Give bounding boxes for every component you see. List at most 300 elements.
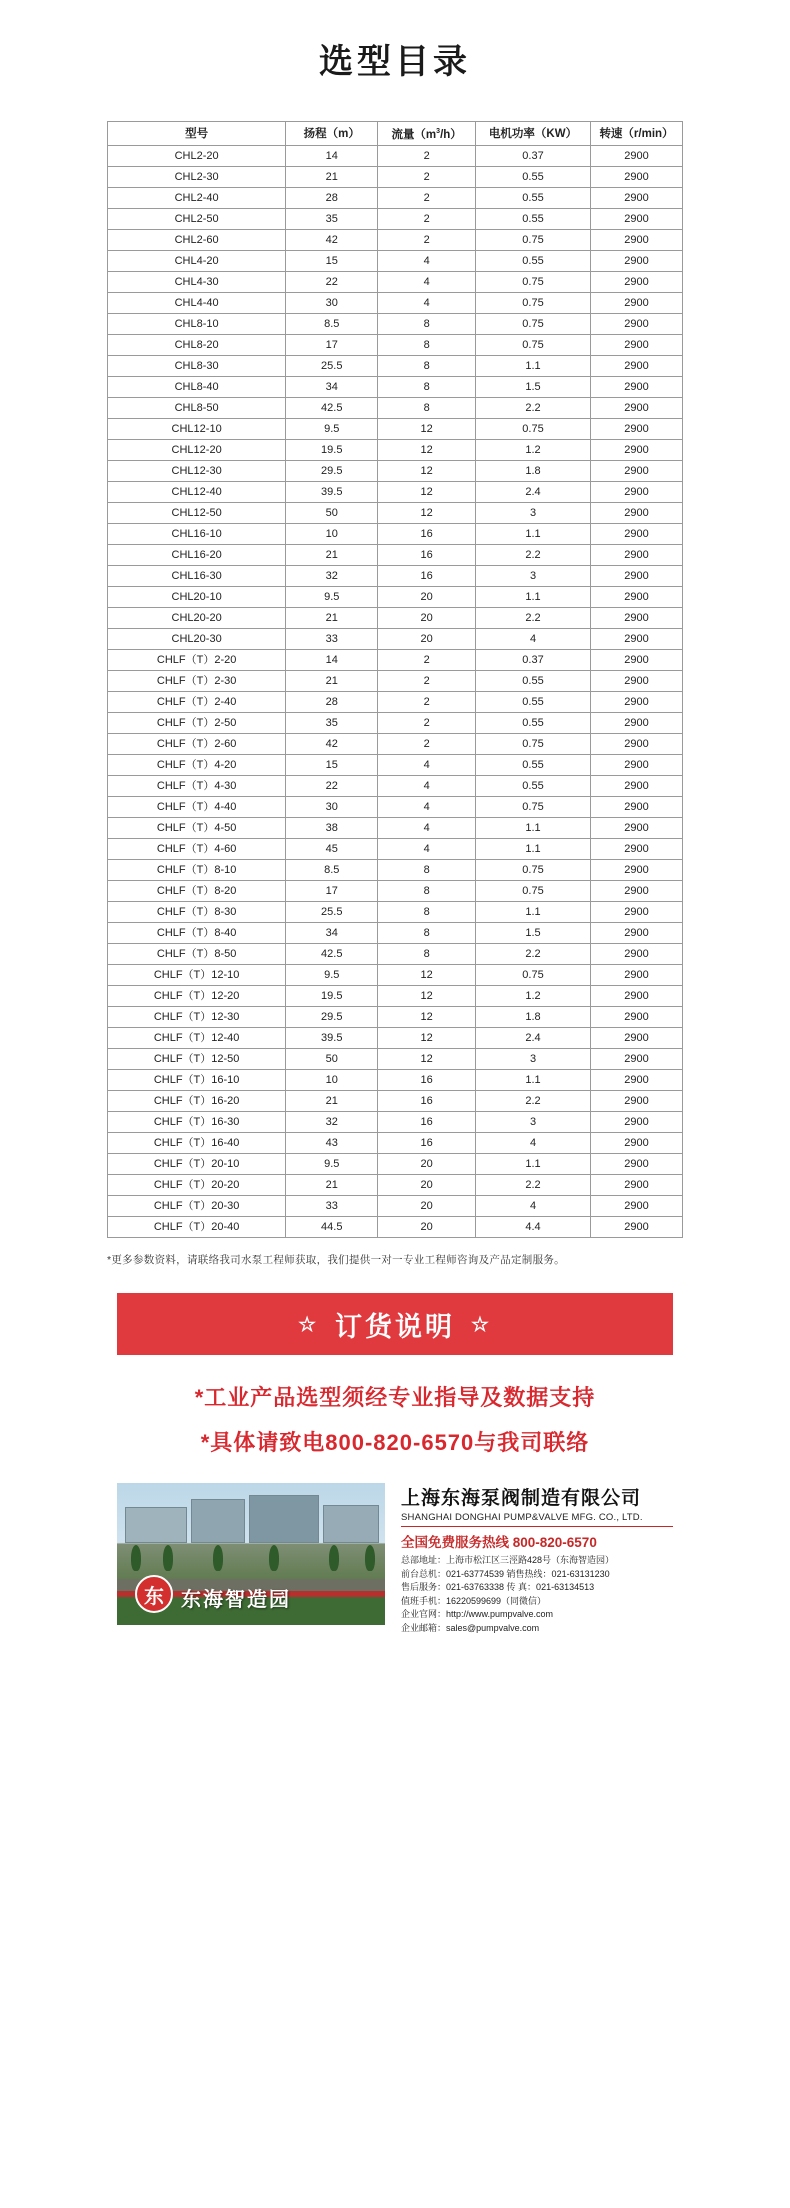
- table-row: [108, 608, 683, 629]
- table-cell-3: 0.37: [476, 650, 591, 671]
- table-cell-2: 20: [378, 587, 476, 608]
- table-row: [108, 503, 683, 524]
- col-power: 电机功率（KW）: [476, 122, 591, 146]
- table-cell-4: 2900: [591, 797, 683, 818]
- table-cell-1: 17: [286, 881, 378, 902]
- table-row: [108, 1049, 683, 1070]
- company-name-cn: 上海东海泵阀制造有限公司: [401, 1488, 642, 1509]
- table-cell-1: 42.5: [286, 944, 378, 965]
- table-cell-1: 50: [286, 1049, 378, 1070]
- table-cell-0: CHL20-10: [108, 587, 286, 608]
- table-cell-3: 4.4: [476, 1217, 591, 1238]
- col-speed: 转速（r/min）: [591, 122, 683, 146]
- table-cell-3: 1.8: [476, 461, 591, 482]
- table-cell-2: 8: [378, 902, 476, 923]
- table-row: [108, 293, 683, 314]
- table-cell-1: 9.5: [286, 965, 378, 986]
- table-cell-0: CHL4-30: [108, 272, 286, 293]
- table-cell-4: 2900: [591, 482, 683, 503]
- col-flow-suffix: /h）: [440, 128, 462, 141]
- table-cell-0: CHL2-40: [108, 188, 286, 209]
- table-row: [108, 923, 683, 944]
- table-cell-4: 2900: [591, 923, 683, 944]
- table-cell-0: CHLF（T）16-10: [108, 1070, 286, 1091]
- table-cell-3: 2.2: [476, 1091, 591, 1112]
- contact-line: 总部地址：上海市松江区三涇路428号（东海智造园）: [401, 1555, 615, 1565]
- table-cell-1: 9.5: [286, 587, 378, 608]
- table-cell-1: 28: [286, 692, 378, 713]
- table-row: [108, 1112, 683, 1133]
- table-cell-1: 33: [286, 1196, 378, 1217]
- table-cell-4: 2900: [591, 776, 683, 797]
- table-row: [108, 776, 683, 797]
- table-cell-3: 2.2: [476, 398, 591, 419]
- hotline-text: 全国免费服务热线 800-820-6570: [401, 1535, 597, 1550]
- footer-company-info: [395, 1483, 673, 1635]
- table-cell-1: 39.5: [286, 1028, 378, 1049]
- table-cell-3: 1.1: [476, 1070, 591, 1091]
- table-cell-1: 15: [286, 755, 378, 776]
- building-shape: [323, 1505, 379, 1543]
- table-row: [108, 167, 683, 188]
- col-flow-sup: 3: [436, 128, 441, 136]
- table-cell-1: 44.5: [286, 1217, 378, 1238]
- table-cell-0: CHL2-50: [108, 209, 286, 230]
- table-cell-0: CHL16-20: [108, 545, 286, 566]
- col-flow: [378, 122, 476, 146]
- table-cell-3: 1.1: [476, 839, 591, 860]
- table-cell-3: 1.5: [476, 923, 591, 944]
- note-text: *更多参数资料，请联络我司水泵工程师获取，我们提供一对一专业工程师咨询及产品定制服务。: [107, 1254, 565, 1266]
- table-cell-1: 14: [286, 650, 378, 671]
- table-cell-4: 2900: [591, 755, 683, 776]
- table-cell-0: CHLF（T）12-40: [108, 1028, 286, 1049]
- table-cell-0: CHL20-30: [108, 629, 286, 650]
- table-cell-3: 0.75: [476, 314, 591, 335]
- table-cell-4: 2900: [591, 944, 683, 965]
- table-cell-4: 2900: [591, 398, 683, 419]
- page-title: 选型目录: [319, 43, 471, 81]
- table-cell-3: 0.75: [476, 419, 591, 440]
- table-cell-0: CHL8-30: [108, 356, 286, 377]
- table-cell-4: 2900: [591, 230, 683, 251]
- table-row: [108, 902, 683, 923]
- table-row: [108, 398, 683, 419]
- contact-lines: [401, 1554, 673, 1635]
- order-banner-inner: [298, 1305, 492, 1344]
- table-cell-3: 0.75: [476, 734, 591, 755]
- table-cell-3: 1.1: [476, 587, 591, 608]
- table-cell-1: 25.5: [286, 902, 378, 923]
- table-cell-4: 2900: [591, 524, 683, 545]
- table-cell-0: CHLF（T）16-40: [108, 1133, 286, 1154]
- table-cell-0: CHLF（T）8-20: [108, 881, 286, 902]
- table-cell-4: 2900: [591, 608, 683, 629]
- table-cell-2: 2: [378, 650, 476, 671]
- table-cell-4: 2900: [591, 671, 683, 692]
- table-cell-4: 2900: [591, 1175, 683, 1196]
- table-cell-3: 0.75: [476, 335, 591, 356]
- contact-line: 企业邮箱：sales@pumpvalve.com: [401, 1622, 540, 1633]
- building-shape: [191, 1499, 245, 1543]
- table-cell-1: 32: [286, 1112, 378, 1133]
- table-cell-0: CHLF（T）16-20: [108, 1091, 286, 1112]
- table-cell-0: CHLF（T）20-30: [108, 1196, 286, 1217]
- table-cell-1: 22: [286, 776, 378, 797]
- park-name: 东海智造园: [181, 1589, 291, 1611]
- table-row: [108, 692, 683, 713]
- table-cell-4: 2900: [591, 566, 683, 587]
- table-cell-4: 2900: [591, 503, 683, 524]
- table-cell-0: CHLF（T）4-60: [108, 839, 286, 860]
- tree-icon: [131, 1545, 141, 1571]
- table-cell-0: CHLF（T）16-30: [108, 1112, 286, 1133]
- table-cell-2: 20: [378, 629, 476, 650]
- table-cell-0: CHLF（T）8-30: [108, 902, 286, 923]
- table-cell-1: 38: [286, 818, 378, 839]
- table-cell-2: 12: [378, 503, 476, 524]
- table-cell-3: 1.1: [476, 524, 591, 545]
- table-cell-0: CHL16-30: [108, 566, 286, 587]
- table-cell-2: 4: [378, 776, 476, 797]
- table-cell-2: 2: [378, 734, 476, 755]
- table-cell-3: 1.5: [476, 377, 591, 398]
- contact-line: 企业官网：http://www.pumpvalve.com: [401, 1609, 554, 1619]
- table-cell-2: 2: [378, 230, 476, 251]
- table-cell-0: CHL8-40: [108, 377, 286, 398]
- table-cell-0: CHL4-40: [108, 293, 286, 314]
- table-cell-0: CHLF（T）8-40: [108, 923, 286, 944]
- table-cell-4: 2900: [591, 650, 683, 671]
- table-cell-4: 2900: [591, 188, 683, 209]
- table-cell-3: 0.55: [476, 188, 591, 209]
- table-cell-1: 34: [286, 923, 378, 944]
- table-cell-2: 16: [378, 545, 476, 566]
- table-cell-1: 21: [286, 545, 378, 566]
- table-cell-0: CHL2-60: [108, 230, 286, 251]
- table-cell-3: 2.2: [476, 1175, 591, 1196]
- table-cell-4: 2900: [591, 1028, 683, 1049]
- col-head: 扬程（m）: [286, 122, 378, 146]
- table-cell-0: CHL12-40: [108, 482, 286, 503]
- table-cell-1: 29.5: [286, 461, 378, 482]
- col-model: 型号: [108, 122, 286, 146]
- table-cell-2: 16: [378, 1091, 476, 1112]
- table-cell-1: 29.5: [286, 1007, 378, 1028]
- table-cell-4: 2900: [591, 881, 683, 902]
- table-cell-3: 4: [476, 1196, 591, 1217]
- table-cell-2: 2: [378, 692, 476, 713]
- table-cell-4: 2900: [591, 167, 683, 188]
- table-cell-2: 4: [378, 272, 476, 293]
- table-cell-1: 19.5: [286, 440, 378, 461]
- table-cell-3: 0.75: [476, 860, 591, 881]
- table-cell-2: 12: [378, 440, 476, 461]
- tree-icon: [365, 1545, 375, 1571]
- table-cell-0: CHLF（T）2-40: [108, 692, 286, 713]
- table-cell-3: 2.4: [476, 482, 591, 503]
- table-cell-1: 33: [286, 629, 378, 650]
- table-cell-3: 0.55: [476, 209, 591, 230]
- table-cell-3: 0.37: [476, 146, 591, 167]
- table-cell-1: 15: [286, 251, 378, 272]
- table-cell-2: 4: [378, 839, 476, 860]
- table-cell-0: CHLF（T）4-50: [108, 818, 286, 839]
- table-cell-2: 4: [378, 293, 476, 314]
- table-cell-4: 2900: [591, 986, 683, 1007]
- table-cell-1: 21: [286, 167, 378, 188]
- table-cell-0: CHLF（T）20-10: [108, 1154, 286, 1175]
- table-cell-2: 20: [378, 608, 476, 629]
- table-cell-2: 8: [378, 881, 476, 902]
- table-cell-0: CHL8-20: [108, 335, 286, 356]
- table-cell-3: 0.55: [476, 755, 591, 776]
- table-cell-3: 0.75: [476, 293, 591, 314]
- table-row: [108, 797, 683, 818]
- contact-line: 值班手机：16220599699（同微信）: [401, 1595, 547, 1606]
- table-cell-2: 8: [378, 398, 476, 419]
- table-cell-4: 2900: [591, 251, 683, 272]
- table-row: [108, 671, 683, 692]
- table-cell-0: CHL20-20: [108, 608, 286, 629]
- table-cell-0: CHLF（T）2-60: [108, 734, 286, 755]
- table-cell-2: 2: [378, 671, 476, 692]
- table-cell-4: 2900: [591, 461, 683, 482]
- table-cell-1: 45: [286, 839, 378, 860]
- table-row: [108, 839, 683, 860]
- table-row: [108, 755, 683, 776]
- table-cell-2: 20: [378, 1196, 476, 1217]
- table-cell-0: CHLF（T）4-30: [108, 776, 286, 797]
- table-cell-4: 2900: [591, 1112, 683, 1133]
- table-row: [108, 377, 683, 398]
- table-cell-1: 28: [286, 188, 378, 209]
- table-row: [108, 734, 683, 755]
- table-cell-3: 1.1: [476, 902, 591, 923]
- table-cell-1: 21: [286, 1091, 378, 1112]
- table-cell-2: 12: [378, 482, 476, 503]
- table-row: [108, 1007, 683, 1028]
- table-row: [108, 1154, 683, 1175]
- table-cell-4: 2900: [591, 1217, 683, 1238]
- table-cell-0: CHLF（T）12-20: [108, 986, 286, 1007]
- table-cell-3: 1.2: [476, 986, 591, 1007]
- table-cell-4: 2900: [591, 1007, 683, 1028]
- table-cell-3: 0.55: [476, 776, 591, 797]
- table-cell-4: 2900: [591, 629, 683, 650]
- table-cell-1: 8.5: [286, 314, 378, 335]
- table-cell-0: CHLF（T）20-40: [108, 1217, 286, 1238]
- table-row: [108, 713, 683, 734]
- table-row: [108, 272, 683, 293]
- table-row: [108, 860, 683, 881]
- table-cell-1: 22: [286, 272, 378, 293]
- table-cell-2: 2: [378, 713, 476, 734]
- table-cell-0: CHLF（T）2-50: [108, 713, 286, 734]
- table-cell-4: 2900: [591, 440, 683, 461]
- table-row: [108, 230, 683, 251]
- table-cell-0: CHLF（T）20-20: [108, 1175, 286, 1196]
- table-row: [108, 1196, 683, 1217]
- building-shape: [249, 1495, 319, 1543]
- table-cell-3: 2.4: [476, 1028, 591, 1049]
- contact-line: 前台总机：021-63774539 销售热线：021-63131230: [401, 1568, 610, 1579]
- table-cell-0: CHL8-10: [108, 314, 286, 335]
- table-cell-3: 4: [476, 629, 591, 650]
- table-cell-1: 14: [286, 146, 378, 167]
- tree-icon: [213, 1545, 223, 1571]
- tree-icon: [329, 1545, 339, 1571]
- table-cell-2: 8: [378, 356, 476, 377]
- table-cell-4: 2900: [591, 209, 683, 230]
- table-cell-4: 2900: [591, 272, 683, 293]
- table-cell-3: 0.75: [476, 272, 591, 293]
- table-cell-2: 12: [378, 1028, 476, 1049]
- table-cell-1: 43: [286, 1133, 378, 1154]
- table-row: [108, 587, 683, 608]
- table-cell-1: 9.5: [286, 1154, 378, 1175]
- table-cell-1: 42: [286, 734, 378, 755]
- table-cell-4: 2900: [591, 1154, 683, 1175]
- table-cell-0: CHLF（T）8-10: [108, 860, 286, 881]
- table-cell-0: CHLF（T）12-30: [108, 1007, 286, 1028]
- table-cell-2: 16: [378, 524, 476, 545]
- table-row: [108, 545, 683, 566]
- table-cell-1: 19.5: [286, 986, 378, 1007]
- table-cell-3: 0.75: [476, 881, 591, 902]
- table-cell-4: 2900: [591, 587, 683, 608]
- table-row: [108, 461, 683, 482]
- company-name-en: SHANGHAI DONGHAI PUMP&VALVE MFG. CO., LTD.: [401, 1512, 673, 1527]
- footer: [117, 1483, 673, 1655]
- order-instructions-banner: [117, 1293, 673, 1355]
- table-cell-4: 2900: [591, 713, 683, 734]
- table-cell-1: 30: [286, 797, 378, 818]
- table-row: [108, 986, 683, 1007]
- table-cell-3: 3: [476, 566, 591, 587]
- table-cell-1: 21: [286, 1175, 378, 1196]
- table-cell-1: 21: [286, 608, 378, 629]
- red-note-line-2: *具体请致电800-820-6570与我司联络: [200, 1430, 590, 1455]
- table-cell-2: 2: [378, 146, 476, 167]
- table-row: [108, 188, 683, 209]
- table-cell-4: 2900: [591, 419, 683, 440]
- table-cell-0: CHLF（T）12-50: [108, 1049, 286, 1070]
- company-logo-icon: 东: [135, 1575, 173, 1613]
- table-row: [108, 965, 683, 986]
- table-cell-4: 2900: [591, 1070, 683, 1091]
- table-row: [108, 1070, 683, 1091]
- table-row: [108, 146, 683, 167]
- order-banner-text: 订货说明: [335, 1311, 455, 1342]
- table-cell-4: 2900: [591, 692, 683, 713]
- table-row: [108, 1217, 683, 1238]
- tree-icon: [163, 1545, 173, 1571]
- table-cell-4: 2900: [591, 902, 683, 923]
- table-cell-2: 16: [378, 1070, 476, 1091]
- table-cell-4: 2900: [591, 377, 683, 398]
- table-cell-2: 2: [378, 167, 476, 188]
- table-cell-3: 0.55: [476, 713, 591, 734]
- table-cell-2: 8: [378, 923, 476, 944]
- red-notes: [117, 1381, 673, 1457]
- table-row: [108, 1175, 683, 1196]
- table-cell-3: 3: [476, 503, 591, 524]
- table-cell-0: CHLF（T）2-30: [108, 671, 286, 692]
- table-cell-1: 21: [286, 671, 378, 692]
- table-cell-1: 35: [286, 209, 378, 230]
- table-row: [108, 314, 683, 335]
- building-shape: [125, 1507, 187, 1543]
- table-cell-1: 50: [286, 503, 378, 524]
- table-cell-2: 20: [378, 1175, 476, 1196]
- table-cell-2: 2: [378, 209, 476, 230]
- table-cell-4: 2900: [591, 146, 683, 167]
- table-cell-1: 8.5: [286, 860, 378, 881]
- table-cell-4: 2900: [591, 314, 683, 335]
- table-row: [108, 482, 683, 503]
- table-cell-2: 16: [378, 566, 476, 587]
- table-cell-3: 0.55: [476, 167, 591, 188]
- table-cell-2: 4: [378, 755, 476, 776]
- table-row: [108, 1028, 683, 1049]
- table-cell-2: 16: [378, 1133, 476, 1154]
- table-cell-0: CHL12-10: [108, 419, 286, 440]
- table-row: [108, 566, 683, 587]
- table-row: [108, 356, 683, 377]
- table-cell-3: 0.55: [476, 671, 591, 692]
- table-cell-0: CHLF（T）12-10: [108, 965, 286, 986]
- factory-photo: [117, 1483, 385, 1625]
- table-cell-0: CHL12-20: [108, 440, 286, 461]
- table-cell-1: 10: [286, 1070, 378, 1091]
- table-cell-2: 16: [378, 1112, 476, 1133]
- table-cell-0: CHLF（T）8-50: [108, 944, 286, 965]
- table-cell-2: 20: [378, 1154, 476, 1175]
- table-cell-0: CHLF（T）4-20: [108, 755, 286, 776]
- table-cell-4: 2900: [591, 356, 683, 377]
- table-cell-1: 34: [286, 377, 378, 398]
- table-cell-1: 42: [286, 230, 378, 251]
- contact-line: 售后服务：021-63763338 传 真：021-63134513: [401, 1582, 595, 1592]
- table-cell-3: 0.75: [476, 797, 591, 818]
- table-cell-0: CHL4-20: [108, 251, 286, 272]
- table-header-row: [108, 122, 683, 146]
- table-cell-3: 0.55: [476, 251, 591, 272]
- table-row: [108, 251, 683, 272]
- table-cell-4: 2900: [591, 1091, 683, 1112]
- table-cell-2: 4: [378, 251, 476, 272]
- table-cell-1: 39.5: [286, 482, 378, 503]
- table-cell-3: 2.2: [476, 944, 591, 965]
- table-cell-4: 2900: [591, 818, 683, 839]
- table-cell-4: 2900: [591, 545, 683, 566]
- col-flow-prefix: 流量（m: [391, 128, 437, 141]
- table-cell-0: CHL2-30: [108, 167, 286, 188]
- table-cell-4: 2900: [591, 965, 683, 986]
- table-cell-3: 1.8: [476, 1007, 591, 1028]
- table-cell-0: CHL16-10: [108, 524, 286, 545]
- spec-table-head: [108, 122, 683, 146]
- table-cell-0: CHLF（T）2-20: [108, 650, 286, 671]
- table-cell-2: 4: [378, 797, 476, 818]
- table-cell-1: 42.5: [286, 398, 378, 419]
- table-cell-0: CHL12-30: [108, 461, 286, 482]
- spec-table-wrap: [107, 121, 683, 1238]
- table-cell-0: CHLF（T）4-40: [108, 797, 286, 818]
- table-row: [108, 335, 683, 356]
- table-cell-3: 0.75: [476, 965, 591, 986]
